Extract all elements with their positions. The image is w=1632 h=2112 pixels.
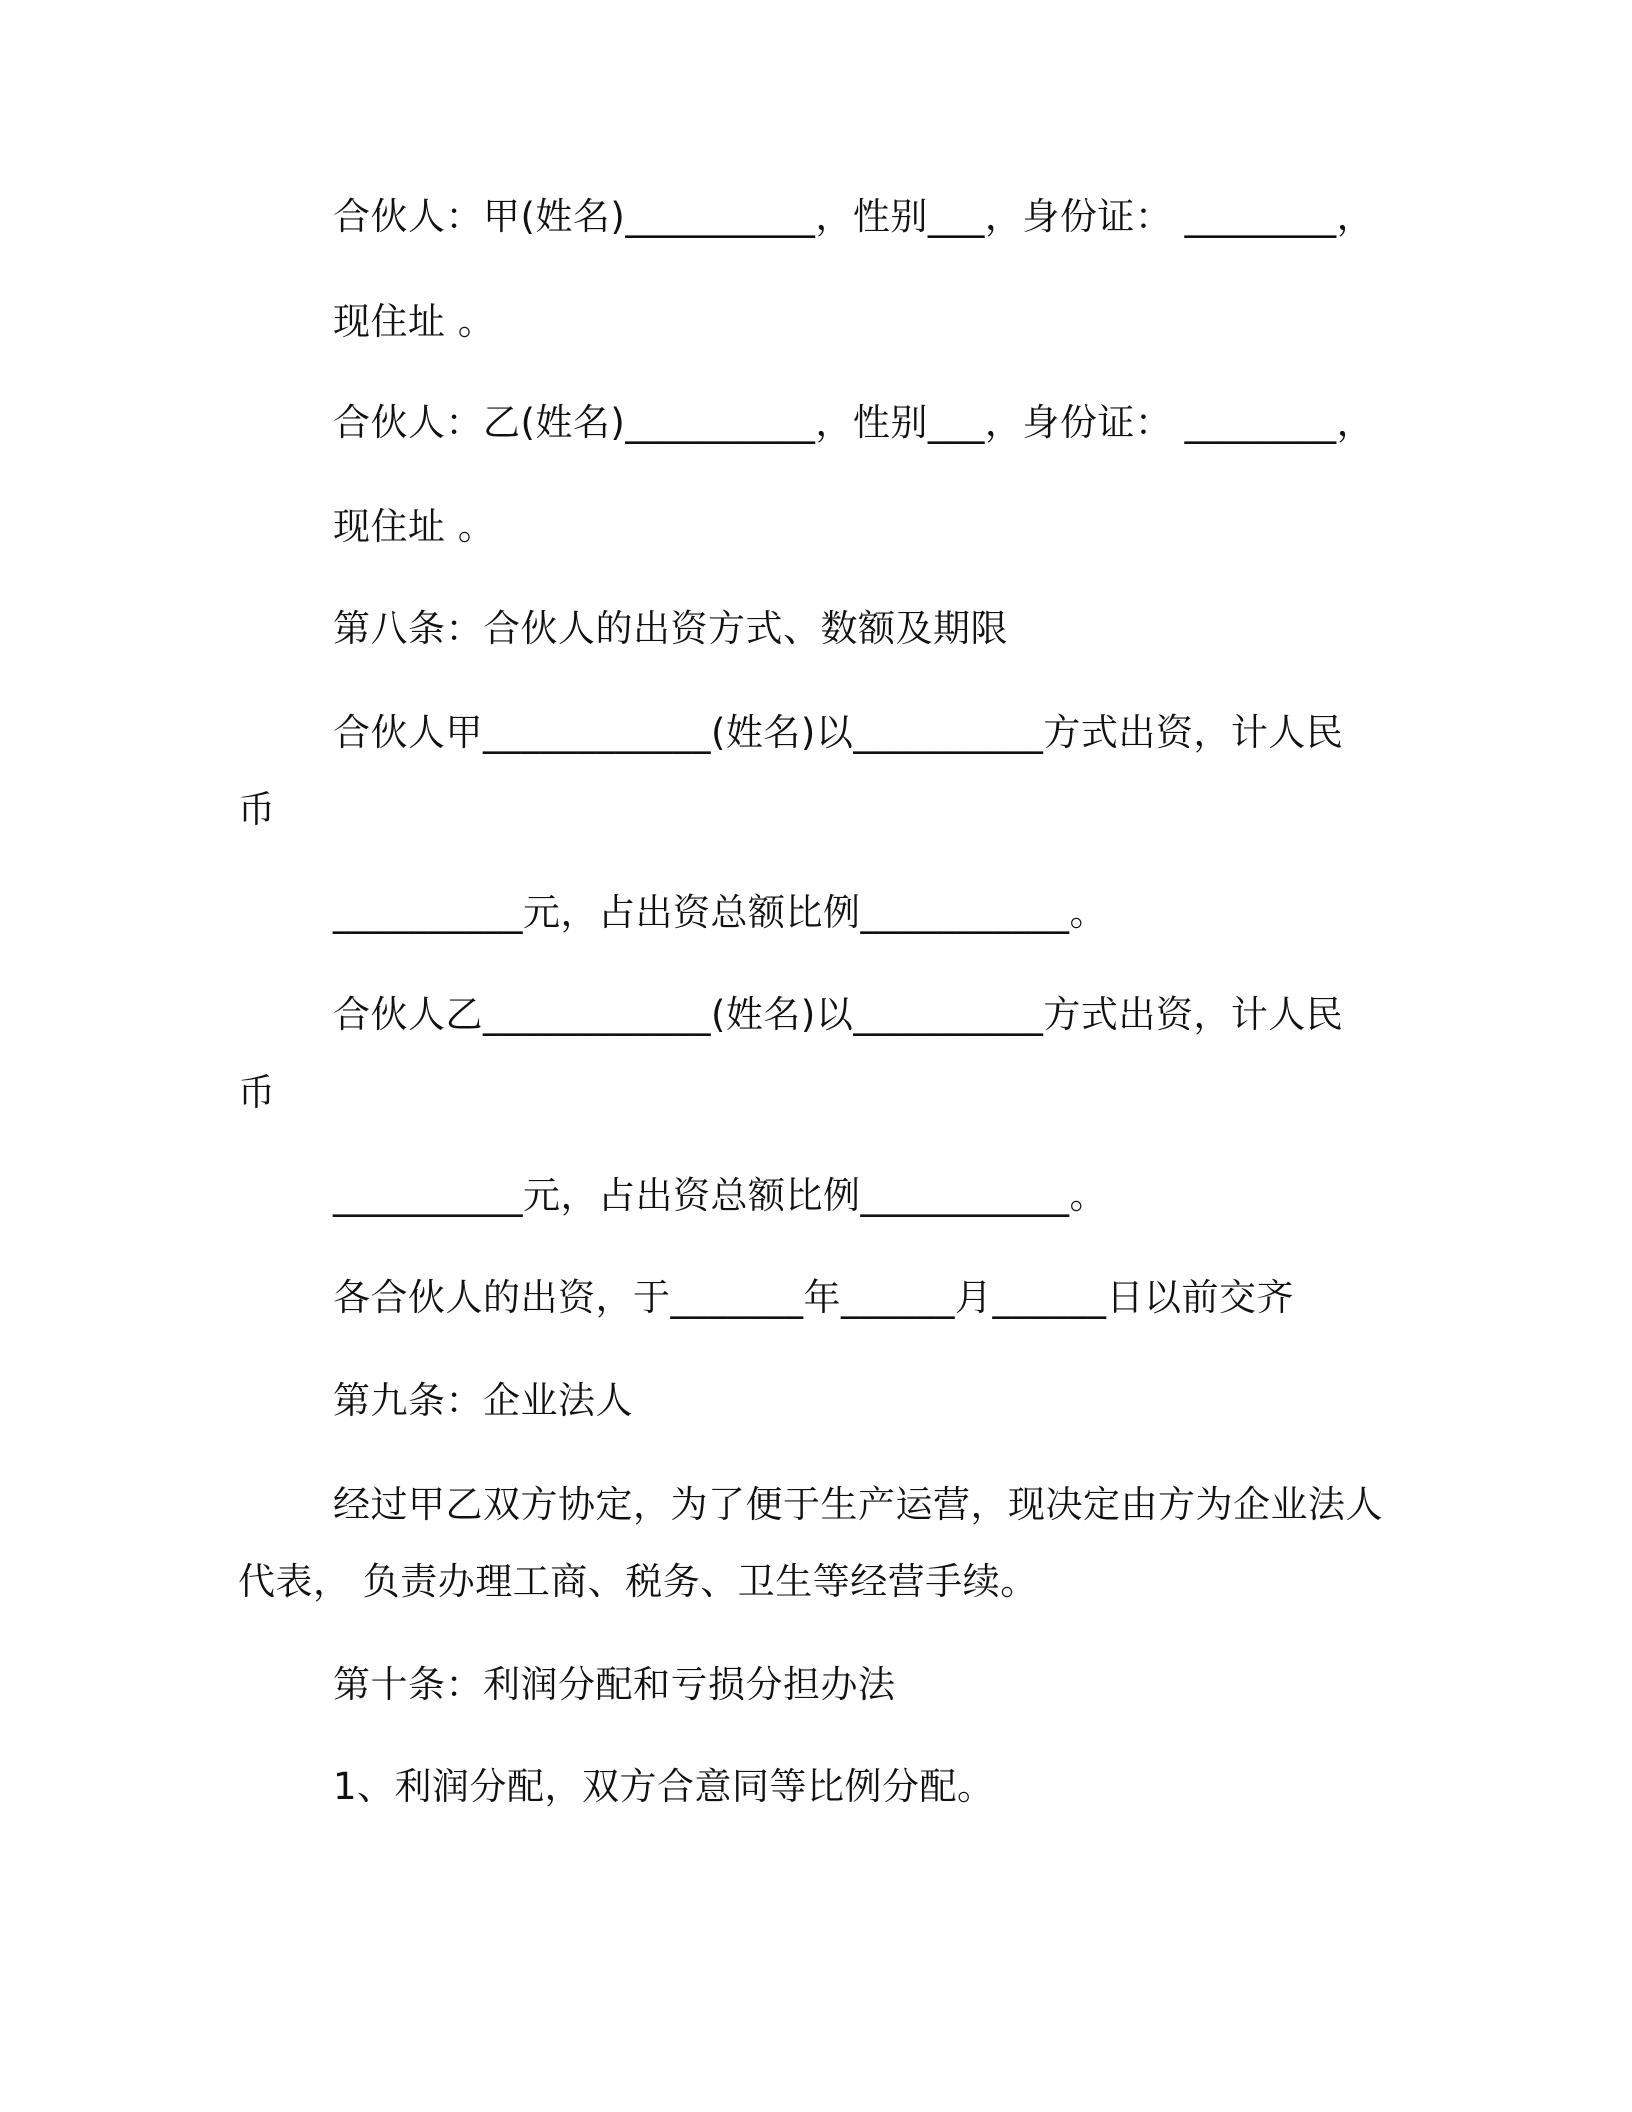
profit-distribution-clause: 1、利润分配，双方合意同等比例分配。 <box>333 1765 995 1808</box>
partner-a-info-line: 合伙人：甲(姓名)__________，性别___，身份证： ________， <box>333 195 1375 238</box>
partner-a-contribution-wrap: 币 <box>238 788 276 831</box>
article-10-heading: 第十条：利润分配和亏损分担办法 <box>333 1663 896 1706</box>
article-9-body-line-1: 经过甲乙双方协定，为了便于生产运营，现决定由方为企业法人 <box>333 1483 1383 1526</box>
partner-b-contribution-line: 合伙人乙____________(姓名)以__________方式出资，计人民 <box>333 993 1344 1036</box>
partner-b-info-line: 合伙人：乙(姓名)__________，性别___，身份证： ________， <box>333 401 1375 444</box>
article-8-heading: 第八条：合伙人的出资方式、数额及期限 <box>333 607 1008 650</box>
partner-b-amount-line: __________元，占出资总额比例___________。 <box>333 1174 1107 1217</box>
article-9-body-line-2: 代表， 负责办理工商、税务、卫生等经营手续。 <box>238 1560 1038 1603</box>
partner-a-contribution-line: 合伙人甲____________(姓名)以__________方式出资，计人民 <box>333 711 1344 754</box>
partner-b-address-line: 现住址 。 <box>333 505 496 548</box>
contribution-deadline-line: 各合伙人的出资，于_______年______月______日以前交齐 <box>333 1276 1294 1319</box>
partner-a-address-line: 现住址 。 <box>333 300 496 343</box>
article-9-heading: 第九条：企业法人 <box>333 1379 633 1422</box>
partner-a-amount-line: __________元，占出资总额比例___________。 <box>333 891 1107 934</box>
partner-b-contribution-wrap: 币 <box>238 1071 276 1114</box>
